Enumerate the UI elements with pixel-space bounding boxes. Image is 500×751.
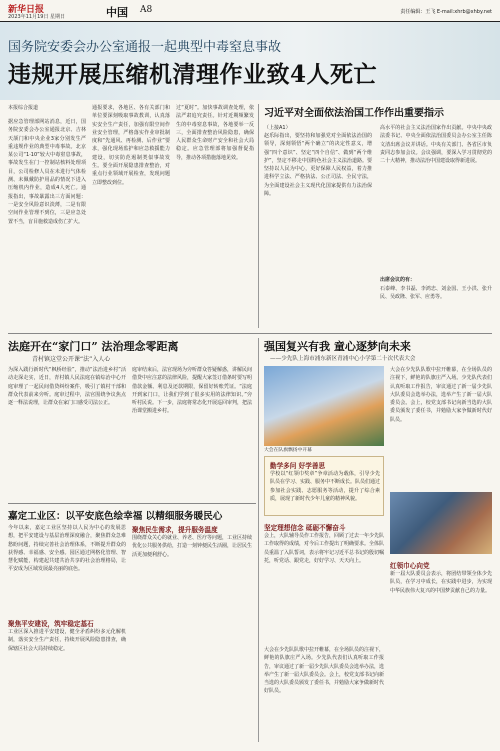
pioneer-photo-caption: 大会在队旗飘扬中开幕 bbox=[264, 448, 312, 453]
lead-headline: 违规开展压缩机清理作业致4人死亡 bbox=[8, 61, 378, 88]
section-divider bbox=[8, 503, 256, 504]
lead-column-3: 过“夏时”。加快事故调查处理，依法严肃追究责任。针对近期频繁发生的中毒窒息事故，各地要举一反三，全面排查整治风险隐患，确保人民群众生命财产安全和社会大局稳定。应急管理部将加强督促指导，推动各项措施落地见效。 bbox=[176, 105, 254, 161]
right-top-column-1: 赵乐际指出，要坚持和加强党对全面依法治国的领导，深刻领悟“两个确立”的决定性意义，增强“四个意识”、坚定“四个自信”、做到“两个维护”，坚定不移走中国特色社会主义法治道路。要坚持以人民为中心，更好保障人民权益，着力推进科学立法、严格执法、公正司法、全民守法，为全面建设社会主义现代化国家提供有力法治保障。 bbox=[264, 133, 372, 198]
right-top-column-2: 高水平的社会主义法治国家作出贡献。中央中央政法委书记、中央全面依法治国委员会办公室主任陈文清出席会议并讲话。中央有关部门、各省区市负责同志参加会议。会议强调，要深入学习贯彻党的二十大精神，推动法治中国建设取得新进展。 bbox=[380, 125, 492, 165]
column-divider bbox=[258, 338, 259, 742]
pioneer-story-subtitle: ——少先队上海市浦东新区青浦中心小学第二十次代表大会 bbox=[270, 356, 416, 362]
right-top-title: 习近平对全面依法治国工作作出重要指示 bbox=[264, 108, 444, 119]
court-story-column-1: 为深入践行新时代“枫桥经验”，推动“法治进乡村”活动走深走实，近日，青村镇人民法庭在镇综治中心开庭审理了一起民间借贷纠纷案件，吸引了镇村干部和群众代表前来旁听。庭审过程中，法官围绕争议焦点逐一释法说理，让群众在家门口感受司法公正。 bbox=[8, 367, 126, 407]
industrial-story-body: 今年以来，嘉定工业区坚持以人民为中心的发展思想，把平安建设与基层治理深度融合，聚焦群众急难愁盼问题，持续完善社会治理体系，不断提升群众的获得感、幸福感、安全感。园区通过网格化管理、智慧化赋能，构建起共建共治共享的社会治理格局，让平安成为区域发展最亮丽的底色。 bbox=[8, 525, 126, 573]
court-story-subtitle: 青村镇这堂公开课“法”入人心 bbox=[32, 356, 111, 363]
pioneer-story-body: 大会在少先队队歌中拉开帷幕，在全场队员的注视下，鲜艳的队旗庄严入场。少先队代表们认真听取工作报告，审议通过了新一届少先队大队委员会选举办法，选举产生了新一届大队委员会。会上，校党支部书记向新当选的大队委员颁发了委任书，并勉励大家争做新时代好队员。 bbox=[390, 367, 492, 423]
newspaper-logo: 新华日报 bbox=[8, 5, 45, 15]
section-divider bbox=[8, 333, 492, 334]
highlight-box-title: 勤学多问 好学善思 bbox=[270, 462, 326, 470]
highlight-box-text: 学校以“红领巾奖章”争章活动为载体，引导少先队员在学习、实践、服务中不断成长。队员们通过参加社会实践、志愿服务等活动，提升了综合素质，展现了新时代少年儿童的精神风貌。 bbox=[270, 471, 380, 502]
attendees-label: 出席会议的有： bbox=[380, 277, 416, 283]
masthead bbox=[0, 0, 500, 22]
industrial-story-title: 嘉定工业区：以平安底色绘幸福 以精细服务暖民心 bbox=[8, 511, 223, 522]
industrial-subheading-1: 聚焦平安建设，筑牢稳定基石 bbox=[8, 620, 94, 628]
industrial-subtext-2: 围绕群众关心的就业、养老、医疗等问题，工业区持续优化公共服务供给，打造一刻钟便民生活圈，让居民生活更加便利舒心。 bbox=[132, 535, 252, 558]
column-divider bbox=[258, 104, 259, 328]
page-number: A8 bbox=[140, 5, 153, 15]
pioneer-subheading-1: 坚定理想信念 砥砺不懈奋斗 bbox=[264, 524, 346, 532]
pioneer-photo bbox=[264, 366, 384, 446]
lead-column-2: 通报要求，各地区、各有关部门和单位要深刻吸取事故教训，认真落实安全生产责任，加强有限空间作业安全管理，严格落实作业审批制度和“先通风、再检测、后作业”要求，强化现场监护和应急救援能力建设，切实防范遏制类似事故发生。要全面开展隐患排查整治，对重点行业领域开展检查，发现问题立即整改到位。 bbox=[92, 105, 170, 186]
pioneer-subtext-1: 会上，大队辅导员作工作报告，回顾了过去一年少先队工作取得的成绩，对今后工作提出了明确要求。全体队员重温了入队誓词，表示将牢记习近平总书记的殷切嘱托，听党话、跟党走，好好学习、天天向上。 bbox=[264, 533, 384, 564]
editor-info: 责任编辑：王飞 E-mail:xhrb@xhby.net bbox=[400, 9, 492, 15]
lead-column-1: 据应急管理部网站消息，近日，国务院安委会办公室通报北京、吉林天颉门和中央企业3家分别发生严重违规作业的典型中毒事故。北京某公司“1·10”较大中毒窒息事故，事故发生在门一控制站核料处理项目，公司检修人员在未进行气体检测、未佩戴防护用品的情况下进入压缩机内作业，造成4人死亡。通报指出，事故暴露出三方面问题：一是安全风险意识淡薄，二是有限空间作业管理不到位，三是应急处置不当，盲目施救造成伤亡扩大。 bbox=[8, 119, 86, 225]
right-top-byline: （上接A1） bbox=[264, 125, 291, 131]
lead-byline: 本报综合报道 bbox=[8, 105, 39, 111]
pioneer-photo-2 bbox=[390, 492, 492, 554]
industrial-subtext-1: 工业区深入推进平安建设，健全矛盾纠纷多元化解机制，落实安全生产责任，持续开展风险隐患排查，确保辖区社会大局持续稳定。 bbox=[8, 629, 126, 652]
attendees-list: 石泰峰、李书磊、李鸿忠、刘金国、王小洪、张升民、吴政隆、张军、应勇等。 bbox=[380, 286, 492, 301]
issue-date: 2023年11月19日 星期日 bbox=[8, 14, 66, 20]
pioneer-story-title: 强国复兴有我 童心逐梦向未来 bbox=[264, 340, 411, 353]
pioneer-continued: 大会在少先队队歌中拉开帷幕，在全场队员的注视下，鲜艳的队旗庄严入场。少先队代表们认真听取工作报告，审议通过了新一届少先队大队委员会选举办法，选举产生了新一届大队委员会。会上，校党支部书记向新当选的大队委员颁发了委任书，并勉励大家争做新时代好队员。 bbox=[264, 647, 384, 695]
lead-subhead: 国务院安委会办公室通报一起典型中毒窒息事故 bbox=[8, 40, 282, 55]
pioneer-subheading-2: 红领巾心向党 bbox=[390, 562, 430, 570]
industrial-subheading-2: 聚焦民生需求，提升服务温度 bbox=[132, 526, 218, 534]
section-title: 中国 bbox=[106, 6, 128, 19]
pioneer-subtext-2: 新一届大队委员会表示，将团结带领全体少先队员，在学习中成长，在实践中进步，为实现中华民族伟大复兴的中国梦贡献自己的力量。 bbox=[390, 571, 492, 594]
court-story-title: 法庭开在“家门口” 法治理念零距离 bbox=[8, 340, 179, 353]
court-story-column-2: 庭审结束后，法官现场为旁听群众答疑解惑，讲解民间借贷中应注意的法律风险，提醒大家签订借条时要写明借款金额、利息及还款期限，保留好转账凭证。“法庭开到家门口，让我们学到了很多实用的法律知识。”旁听村民说。下一步，法庭将常态化开展巡回审判，把法治课堂搬进乡村。 bbox=[132, 367, 252, 415]
